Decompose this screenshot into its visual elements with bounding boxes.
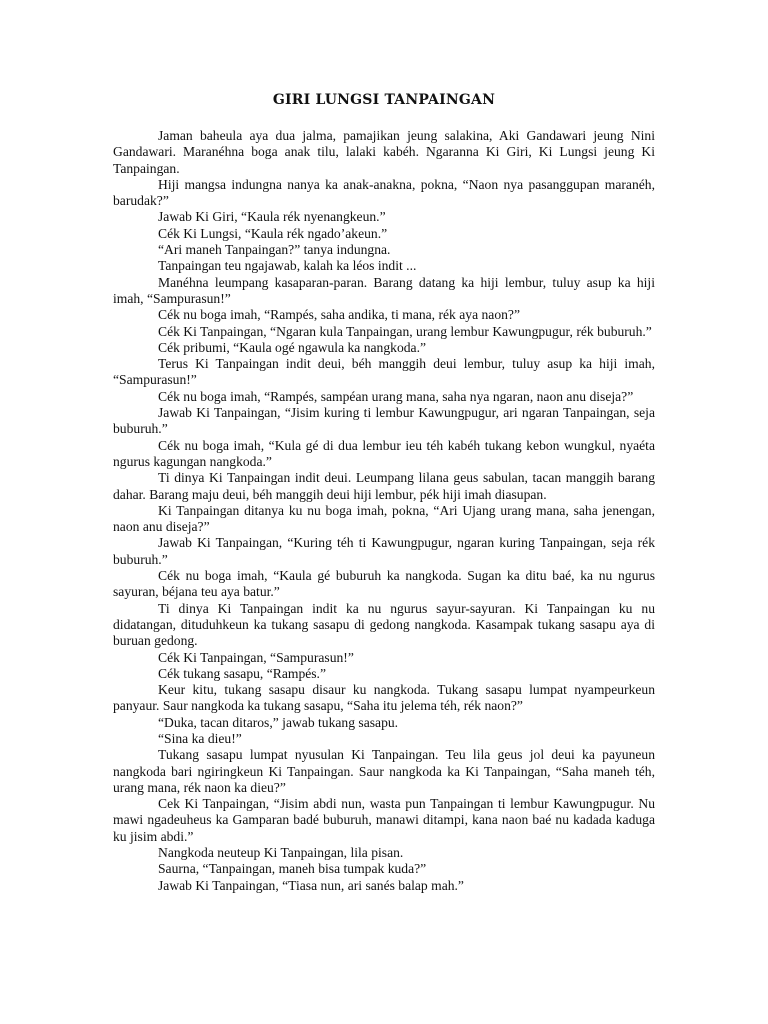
paragraph: Manéhna leumpang kasaparan-paran. Barang datang ka hiji lembur, tuluy asup ka hiji imah, “Sampurasun!” (113, 274, 655, 306)
paragraph: Ti dinya Ki Tanpaingan indit ka nu ngurus sayur-sayuran. Ki Tanpaingan ku nu didatangan, dituduhkeun ka tukang sasapu di gedong nangkoda. Kasampak tukang sasapu aya di buruan gedong. (113, 600, 655, 649)
paragraph: Cek Ki Tanpaingan, “Jisim abdi nun, wasta pun Tanpaingan ti lembur Kawungpugur. Nu mawi ngadeuheus ka Gamparan badé buburuh, manawi ditampi, kana naon baé nu kadada kaduga ku jisim abdi.” (113, 796, 655, 844)
paragraph: Cék pribumi, “Kaula ogé ngawula ka nangkoda.” (158, 339, 427, 355)
paragraph: Terus Ki Tanpaingan indit deui, béh manggih deui lembur, tuluy asup ka hiji imah, “Sampurasun!” (113, 356, 655, 388)
paragraph: “Ari maneh Tanpaingan?” tanya indungna. (158, 242, 391, 258)
paragraph: Cék Ki Tanpaingan, “Sampurasun!” (158, 649, 354, 665)
document-body (113, 128, 655, 894)
paragraph: “Sina ka dieu!” (158, 730, 242, 746)
paragraph: Cék nu boga imah, “Kula gé di dua lembur ieu téh kabéh tukang kebon wungkul, nyaéta ngurus kagungan nangkoda.” (113, 437, 655, 469)
paragraph: Cék tukang sasapu, “Rampés.” (158, 665, 326, 681)
paragraph: Jaman baheula aya dua jalma, pamajikan jeung salakina, Aki Gandawari jeung Nini Gandawari. Maranéhna boga anak tilu, lalaki kabéh. Ngaranna Ki Giri, Ki Lungsi jeung Ki Tanpaingan. (113, 128, 655, 176)
paragraph: Hiji mangsa indungna nanya ka anak-anakna, pokna, “Naon nya pasanggupan maranéh, barudak?” (113, 176, 655, 209)
paragraph: Cék nu boga imah, “Kaula gé buburuh ka nangkoda. Sugan ka ditu baé, ka nu ngurus sayuran, béjana teu aya batur.” (113, 568, 655, 600)
paragraph: Cék Ki Tanpaingan, “Ngaran kula Tanpaingan, urang lembur Kawungpugur, rék buburuh.” (158, 323, 652, 339)
paragraph: Keur kitu, tukang sasapu disaur ku nangkoda. Tukang sasapu lumpat nyampeurkeun panyaur. Saur nangkoda ka tukang sasapu, “Saha itu jelema téh, rék naon?” (113, 682, 655, 714)
paragraph: Tukang sasapu lumpat nyusulan Ki Tanpaingan. Teu lila geus jol deui ka payuneun nangkoda bari ngiringkeun Ki Tanpaingan. Saur nangkoda ka Ki Tanpaingan, “Saha maneh téh, urang mana, rék naon ka dieu?” (113, 747, 655, 795)
paragraph: Ki Tanpaingan ditanya ku nu boga imah, pokna, “Ari Ujang urang mana, saha jenengan, naon anu diseja?” (113, 502, 655, 535)
paragraph: Tanpaingan teu ngajawab, kalah ka léos indit ... (158, 258, 417, 274)
paragraph: Saurna, “Tanpaingan, maneh bisa tumpak kuda?” (158, 861, 427, 877)
paragraph: Cék Ki Lungsi, “Kaula rék ngado’akeun.” (158, 225, 388, 241)
paragraph: Cék nu boga imah, “Rampés, saha andika, ti mana, rék aya naon?” (158, 307, 520, 323)
paragraph: Jawab Ki Tanpaingan, “Tiasa nun, ari sanés balap mah.” (158, 877, 464, 893)
paragraph: Jawab Ki Giri, “Kaula rék nyenangkeun.” (158, 209, 386, 225)
paragraph: Cék nu boga imah, “Rampés, sampéan urang mana, saha nya ngaran, naon anu diseja?” (158, 388, 634, 404)
paragraph: “Duka, tacan ditaros,” jawab tukang sasapu. (158, 714, 399, 730)
paragraph: Nangkoda neuteup Ki Tanpaingan, lila pisan. (158, 845, 404, 861)
document-title: GIRI LUNGSI TANPAINGAN (272, 92, 496, 108)
paragraph: Ti dinya Ki Tanpaingan indit deui. Leumpang lilana geus sabulan, tacan manggih barang dahar. Barang maju deui, béh manggih deui hiji lembur, pék hiji imah diasupan. (113, 470, 655, 502)
paragraph: Jawab Ki Tanpaingan, “Jisim kuring ti lembur Kawungpugur, ari ngaran Tanpaingan, seja buburuh.” (113, 405, 655, 437)
paragraph: Jawab Ki Tanpaingan, “Kuring téh ti Kawungpugur, ngaran kuring Tanpaingan, seja rék buburuh.” (113, 535, 655, 567)
